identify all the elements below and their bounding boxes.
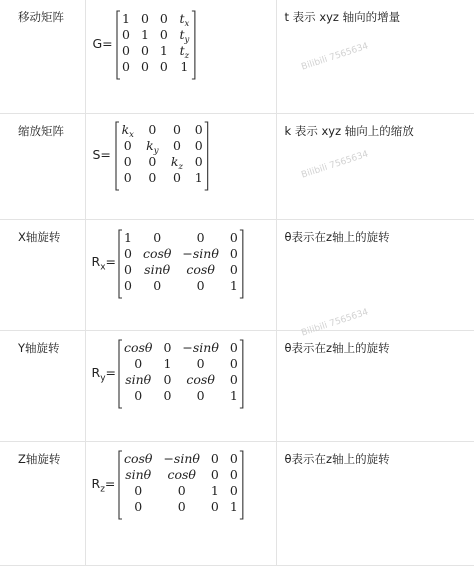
matrix-entry: 0 [121,59,130,74]
matrix-entry: 0 [229,371,238,387]
formula-lhs [93,36,113,51]
matrix-entry: 1 [159,43,168,58]
matrix-entry: 0 [172,121,181,137]
matrix-left-bracket [117,11,120,79]
matrix-entry: 0 [140,43,149,58]
matrix-entry: 0 [133,387,142,403]
formula-lhs-text: S= [92,146,111,162]
matrix-entry: cosθ [123,339,152,355]
matrix-entry: 0 [162,371,171,387]
matrix-entry: 0 [196,229,205,245]
matrix-entry: sinθ [124,466,151,482]
matrix-right-bracket [239,230,242,298]
matrix-entry: 0 [152,229,161,245]
matrix-entry: sinθ [143,261,170,277]
matrix-right-bracket [239,451,242,519]
matrix-entry: 0 [147,121,156,137]
matrix-description-cell [276,0,474,113]
matrix-entry: $t_z$ [179,43,189,61]
matrix-entry: 1 [140,27,149,42]
watermark-text: Bilibili 7565634 [300,307,370,339]
formula-lhs-equals: = [105,253,116,269]
watermark-text: Bilibili 7565634 [300,41,370,73]
matrix-name-cell [0,330,85,441]
matrix-entry: 1 [229,277,238,293]
matrix-name: X轴旋转 [18,229,61,244]
matrix-entry: 1 [123,229,132,245]
matrix-formula-cell [85,441,276,565]
matrix-formula-cell [85,0,276,113]
formula-lhs-text: R [91,475,101,491]
matrix-entry: 0 [229,339,238,355]
formula-lhs-text: R [91,364,101,380]
table-row-y-rotation [0,330,474,441]
matrix-entry: cosθ [142,245,171,261]
matrix-description: θ表示在z轴上的旋转 [284,451,390,466]
matrix-entry: 0 [210,466,219,482]
matrix-entry: cosθ [185,371,215,387]
matrix-entry: 0 [194,121,203,137]
formula-lhs-text: G= [92,36,113,51]
matrix-entry: $t_x$ [178,11,189,29]
matrix-left-bracket [119,451,122,519]
matrix-name-cell [0,441,85,565]
matrix-entry: cosθ [166,466,196,482]
matrix-entry: 0 [140,59,149,74]
matrix-entry: 0 [229,450,238,466]
matrix-entry: 0 [229,466,238,482]
matrix-equation [116,11,198,83]
matrix-formula-cell [85,113,276,219]
matrix-entry: 0 [159,27,168,42]
matrix-entry: 0 [123,169,132,185]
matrix-entry: $k_y$ [145,137,159,156]
matrix-entry: $t_y$ [178,27,189,45]
matrix-entry: 0 [177,482,186,498]
formula-lhs-subscript: x [100,262,106,272]
formula-lhs-text: R [91,253,101,269]
matrix-equation [118,451,246,523]
matrix-entry: 1 [162,355,171,371]
matrix-description: k 表示 xyz 轴向上的缩放 [284,123,414,138]
formula-lhs-equals: = [104,475,116,491]
matrix-entry: 0 [172,169,181,185]
matrix-entry: $k_z$ [170,153,183,172]
matrix-formula-cell [85,330,276,441]
matrix-right-bracket [191,11,194,79]
matrix-equation [118,230,246,302]
matrix-equation [118,340,246,412]
matrix-equation [115,122,211,194]
matrix-entry: 0 [229,482,238,498]
matrix-formula-cell [85,219,276,330]
matrix-entry: 0 [133,498,142,514]
matrix-entry: cosθ [123,450,152,466]
matrix-entry: sinθ [124,371,151,387]
matrix-entry: 0 [162,339,171,355]
matrix-name-cell [0,0,85,113]
matrix-name-cell [0,219,85,330]
matrix-entry: 0 [159,11,168,26]
formula-lhs-equals: = [105,364,116,380]
matrix-entry: 0 [133,355,142,371]
matrix-entry: 1 [179,59,188,74]
matrix-entry: 0 [172,137,181,153]
matrix-entry: 0 [123,261,132,277]
matrix-description-cell [276,219,474,330]
matrix-name: 缩放矩阵 [18,123,64,138]
matrix-entry: 0 [196,355,205,371]
matrix-entry: 0 [123,277,132,293]
formula-lhs [92,476,116,495]
matrix-entry: 0 [133,482,142,498]
matrix-entry: 0 [210,450,219,466]
matrix-entry: 0 [229,245,238,261]
formula-lhs [92,365,117,384]
matrix-left-bracket [119,230,122,298]
matrix-right-bracket [204,122,207,190]
matrix-entry: 0 [121,27,130,42]
matrix-entry: 0 [147,169,156,185]
matrix-right-bracket [239,340,242,408]
table-row-translation [0,0,474,113]
matrix-description: t 表示 xyz 轴向的增量 [284,10,401,24]
matrix-entry: 0 [159,59,168,74]
matrix-description-cell [276,441,474,565]
matrix-entry: 1 [229,498,238,514]
matrix-entry: 0 [229,355,238,371]
table-row-scaling [0,113,474,219]
watermark-text: Bilibili 7565634 [300,149,370,181]
matrix-entry: 0 [177,498,186,514]
formula-lhs-subscript: z [100,484,105,494]
table-row-z-rotation [0,441,474,565]
matrix-entry: 0 [152,277,161,293]
matrix-description-cell [276,113,474,219]
matrix-left-bracket [116,122,119,190]
matrix-entry: 0 [121,43,130,58]
matrix-entry: cosθ [185,261,215,277]
table-row-x-rotation [0,219,474,330]
matrix-entry: 0 [123,245,132,261]
matrix-entry: 1 [121,11,130,26]
matrix-entry: 0 [162,387,171,403]
matrix-name-cell [0,113,85,219]
matrix-entry: −sinθ [181,245,219,261]
matrix-name: Y轴旋转 [18,340,60,355]
matrix-entry: 0 [196,277,205,293]
matrix-entry: 0 [194,153,203,169]
matrix-description-cell [276,330,474,441]
matrix-entry: −sinθ [181,339,219,355]
matrix-entry: 0 [210,498,219,514]
matrix-description: θ表示在z轴上的旋转 [284,229,390,244]
matrix-entry: 0 [229,229,238,245]
formula-lhs [92,254,117,273]
matrix-entry: 1 [229,387,238,403]
matrix-entry: 0 [229,261,238,277]
matrix-entry: 0 [194,137,203,153]
matrix-description: θ表示在z轴上的旋转 [284,340,390,355]
formula-lhs [93,147,111,162]
matrix-entry: 1 [210,482,219,498]
matrix-entry: −sinθ [162,450,200,466]
matrix-entry: 0 [123,137,132,153]
formula-lhs-subscript: y [100,373,106,383]
matrix-entry: 0 [123,153,132,169]
matrix-entry: 0 [140,11,149,26]
matrix-left-bracket [119,340,122,408]
matrix-entry: 0 [147,153,156,169]
matrix-name: Z轴旋转 [18,451,61,466]
matrix-entry: 0 [196,387,205,403]
matrix-entry: 1 [194,169,203,185]
matrix-entry: $k_x$ [121,121,134,140]
matrix-name: 移动矩阵 [18,10,64,24]
